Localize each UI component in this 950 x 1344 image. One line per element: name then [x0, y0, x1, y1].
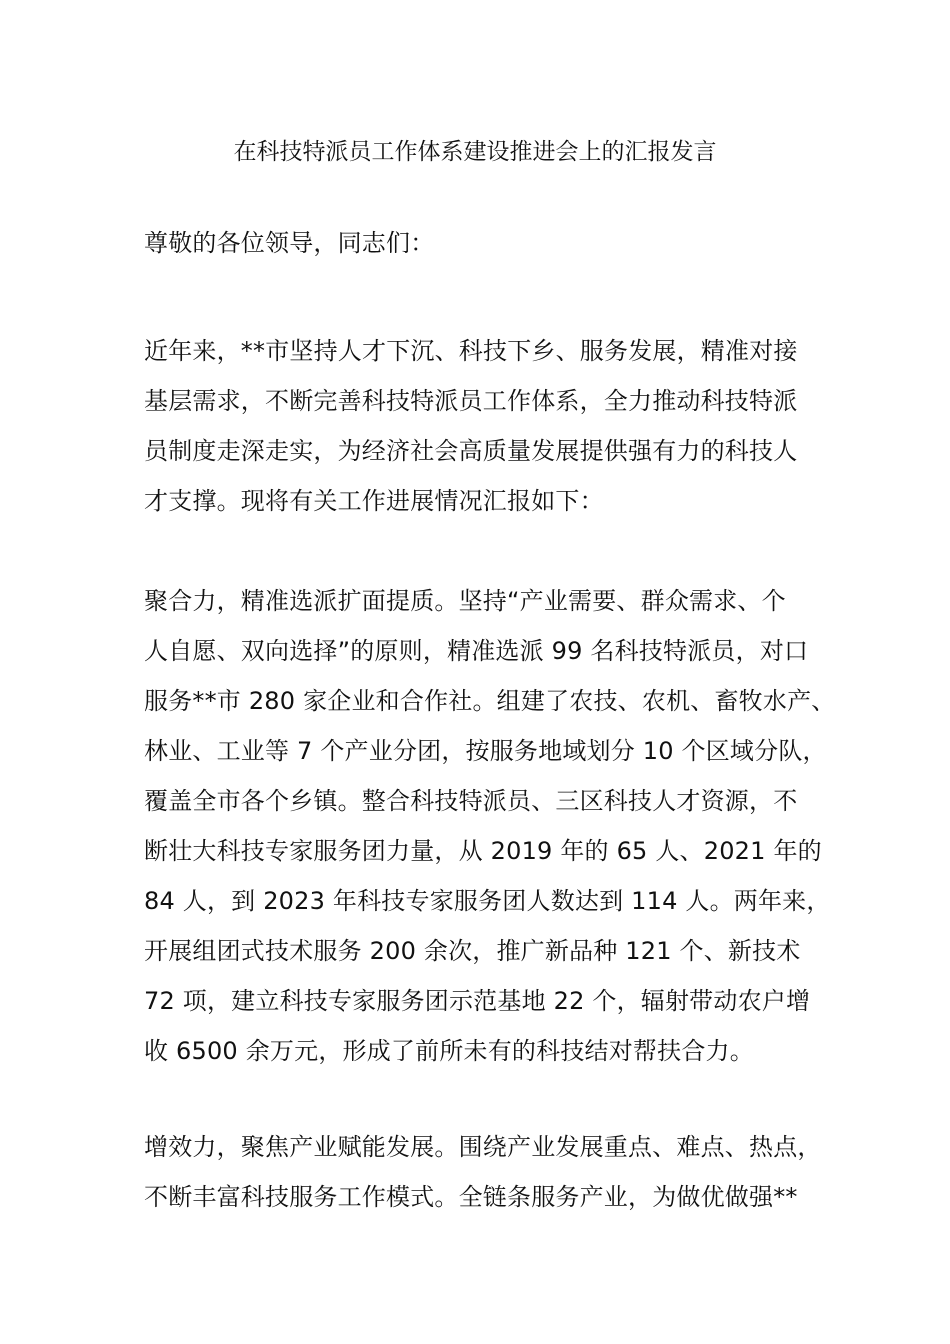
paragraph-line: 员制度走深走实，为经济社会高质量发展提供强有力的科技人	[144, 437, 798, 465]
paragraph-line: 基层需求，不断完善科技特派员工作体系，全力推动科技特派	[144, 387, 798, 415]
paragraph-line: 近年来，**市坚持人才下沉、科技下乡、服务发展，精准对接	[144, 337, 798, 365]
paragraph-line: 84 人，到 2023 年科技专家服务团人数达到 114 人。两年来，	[144, 887, 831, 915]
document-title: 在科技特派员工作体系建设推进会上的汇报发言	[233, 139, 717, 165]
paragraph-line: 收 6500 余万元，形成了前所未有的科技结对帮扶合力。	[144, 1037, 754, 1065]
paragraph-efficiency	[144, 1122, 844, 1222]
paragraph-cohesion	[144, 576, 844, 1076]
paragraph-line: 服务**市 280 家企业和合作社。组建了农技、农机、畜牧水产、	[144, 687, 836, 715]
salutation	[144, 218, 844, 268]
paragraph-line: 覆盖全市各个乡镇。整合科技特派员、三区科技人才资源，不	[144, 787, 798, 815]
paragraph-line: 聚合力，精准选派扩面提质。坚持“产业需要、群众需求、个	[144, 587, 786, 615]
paragraph-line: 才支撑。现将有关工作进展情况汇报如下：	[144, 487, 604, 515]
paragraph-line: 断壮大科技专家服务团力量，从 2019 年的 65 人、2021 年的	[144, 837, 822, 865]
paragraph-line: 人自愿、双向选择”的原则，精准选派 99 名科技特派员，对口	[144, 637, 809, 665]
salutation-line: 尊敬的各位领导，同志们：	[144, 229, 435, 257]
paragraph-line: 开展组团式技术服务 200 余次，推广新品种 121 个、新技术	[144, 937, 801, 965]
paragraph-intro	[144, 326, 844, 526]
paragraph-line: 72 项，建立科技专家服务团示范基地 22 个，辐射带动农户增	[144, 987, 811, 1015]
paragraph-line: 不断丰富科技服务工作模式。全链条服务产业，为做优做强**	[144, 1183, 798, 1211]
paragraph-line: 林业、工业等 7 个产业分团，按服务地域划分 10 个区域分队，	[144, 737, 827, 765]
paragraph-line: 增效力，聚焦产业赋能发展。围绕产业发展重点、难点、热点，	[144, 1133, 822, 1161]
